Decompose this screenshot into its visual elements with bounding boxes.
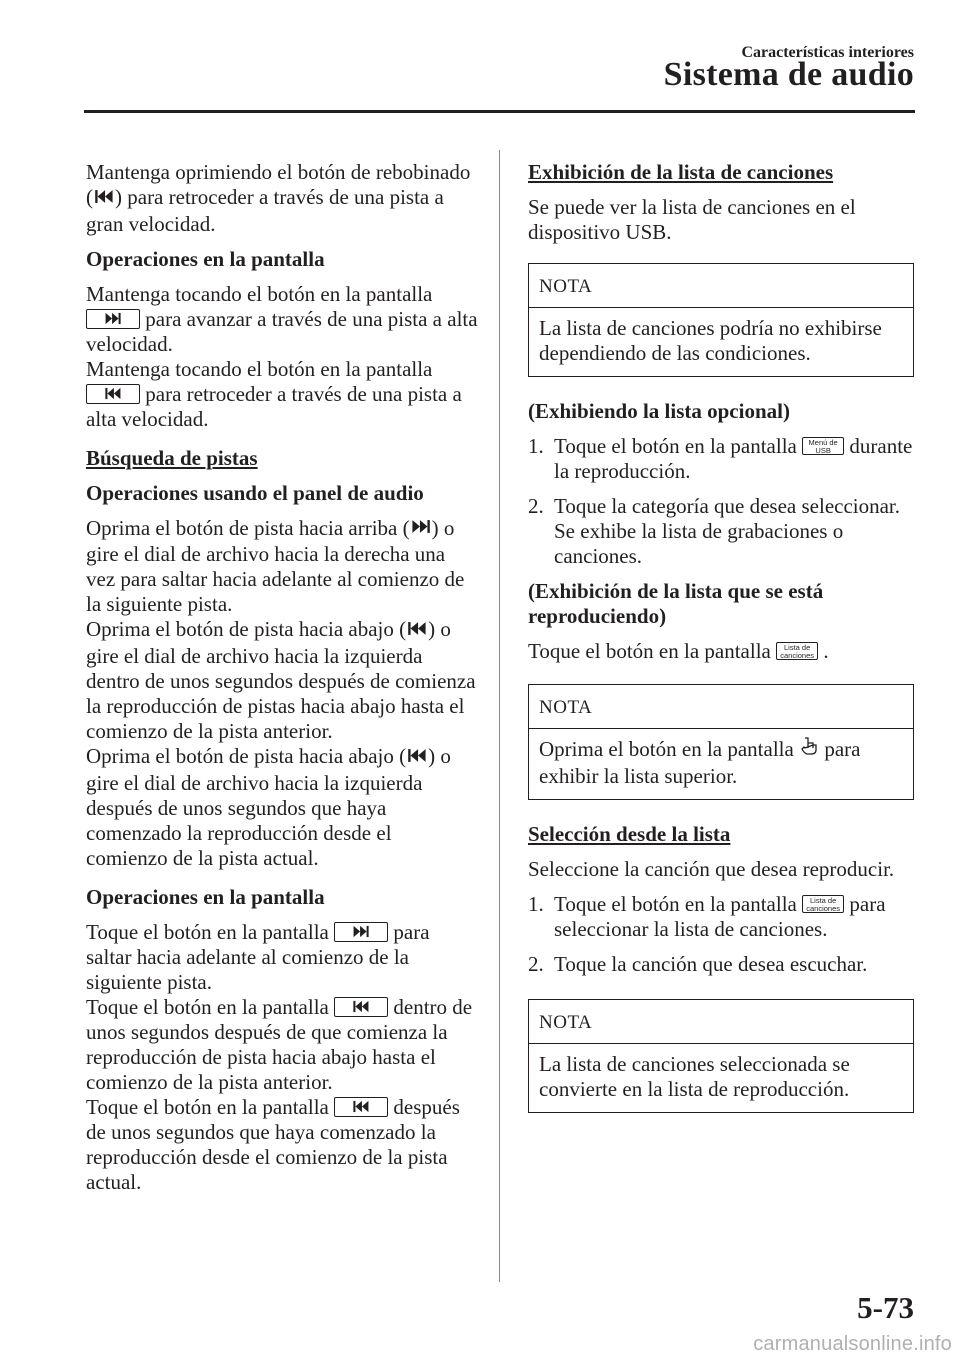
note-title: NOTA bbox=[529, 1000, 913, 1044]
paragraph: Toque el botón en la pantalla Lista de canciones . bbox=[528, 639, 829, 663]
note-title: NOTA bbox=[529, 264, 913, 308]
left-column bbox=[86, 160, 478, 1205]
paragraph: Oprima el botón de pista hacia abajo ( ) o gire el dial de archivo hacia la izquierda dentro de unos segundos después de comienza la reproducción de pistas hacia abajo hasta el comienzo de la pista anterior. bbox=[86, 617, 476, 744]
song-list-button-icon: Lista de canciones bbox=[802, 895, 844, 913]
paragraph: Se puede ver la lista de canciones en el dispositivo USB. bbox=[528, 195, 856, 244]
subheading-select-from-list: Selección desde la lista bbox=[528, 822, 731, 847]
paragraph: Mantenga tocando el botón en la pantalla para retroceder a través de una pista a alta velocidad. bbox=[86, 356, 462, 431]
paragraph: Mantenga oprimiendo el botón de rebobinado ( ) para retroceder a través de una pista a gran velocidad. bbox=[86, 160, 471, 236]
heading-playing-list: (Exhibición de la lista que se está reproduciendo) bbox=[528, 579, 824, 628]
subheading-song-list: Exhibición de la lista de canciones bbox=[528, 160, 834, 184]
next-track-icon bbox=[86, 309, 140, 329]
step-item: 2. Toque la categoría que desea seleccionar. Se exhibe la lista de grabaciones o canciones. bbox=[528, 494, 901, 568]
paragraph: Toque el botón en la pantalla después de unos segundos que haya comenzado la reproducción desde el comienzo de la pista actual. bbox=[86, 1094, 460, 1194]
song-list-button-icon: Lista de canciones bbox=[776, 642, 818, 660]
heading-panel-operations: Operaciones usando el panel de audio bbox=[86, 480, 424, 505]
top-list-icon bbox=[799, 736, 819, 762]
previous-track-icon bbox=[406, 617, 428, 642]
note-box bbox=[528, 263, 914, 377]
step-item: 2. Toque la canción que desea escuchar. bbox=[528, 952, 868, 977]
paragraph: Oprima el botón de pista hacia arriba ( ) o gire el dial de archivo hacia la derecha una vez para saltar hacia adelante al comienzo de la siguiente pista. bbox=[86, 515, 465, 617]
step-item: 1. Toque el botón en la pantalla Menú de USB durante la reproducción. bbox=[528, 434, 913, 483]
note-body: La lista de canciones seleccionada se convierte en la lista de reproducción. bbox=[539, 1052, 850, 1102]
usb-menu-button-icon: Menú de USB bbox=[802, 437, 844, 455]
previous-track-icon bbox=[86, 384, 140, 404]
previous-track-icon bbox=[334, 1097, 388, 1117]
heading-screen-operations: Operaciones en la pantalla bbox=[86, 884, 325, 909]
section-label: Características interiores bbox=[741, 44, 914, 61]
note-box bbox=[528, 999, 914, 1113]
heading-screen-operations: Operaciones en la pantalla bbox=[86, 246, 325, 271]
previous-track-icon bbox=[406, 744, 428, 769]
page-title: Sistema de audio bbox=[663, 56, 914, 93]
next-track-icon bbox=[410, 515, 432, 540]
subheading-track-search: Búsqueda de pistas bbox=[86, 445, 258, 470]
previous-track-icon bbox=[93, 185, 115, 210]
paragraph: Seleccione la canción que desea reproducir. bbox=[528, 857, 895, 882]
heading-optional-list: (Exhibiendo la lista opcional) bbox=[528, 399, 790, 423]
paragraph: Mantenga tocando el botón en la pantalla para avanzar a través de una pista a alta velocidad. bbox=[86, 281, 478, 356]
watermark: carmanualsonline.info bbox=[753, 1333, 952, 1355]
note-body: La lista de canciones podría no exhibirse dependiendo de las condiciones. bbox=[539, 316, 882, 365]
paragraph: Oprima el botón de pista hacia abajo ( ) o gire el dial de archivo hacia la izquierda después de unos segundos que haya comenzado la reproducción desde el comienzo de la pista actual. bbox=[86, 744, 451, 870]
note-box bbox=[528, 684, 914, 800]
next-track-icon bbox=[334, 922, 388, 942]
paragraph: Toque el botón en la pantalla dentro de unos segundos después de que comienza la reproducción de pista hacia abajo hasta el comienzo de la pista anterior. bbox=[86, 994, 473, 1094]
page-number: 5-73 bbox=[857, 1290, 914, 1325]
previous-track-icon bbox=[334, 997, 388, 1017]
right-column bbox=[528, 160, 914, 1135]
step-item: 1. Toque el botón en la pantalla Lista de canciones para seleccionar la lista de canciones. bbox=[528, 892, 886, 942]
paragraph: Toque el botón en la pantalla para saltar hacia adelante al comienzo de la siguiente pista. bbox=[86, 919, 430, 994]
column-divider bbox=[499, 150, 500, 1282]
header-rule bbox=[84, 110, 915, 113]
note-body: Oprima el botón en la pantalla para exhibir la lista superior. bbox=[539, 737, 861, 789]
note-title: NOTA bbox=[529, 685, 913, 729]
